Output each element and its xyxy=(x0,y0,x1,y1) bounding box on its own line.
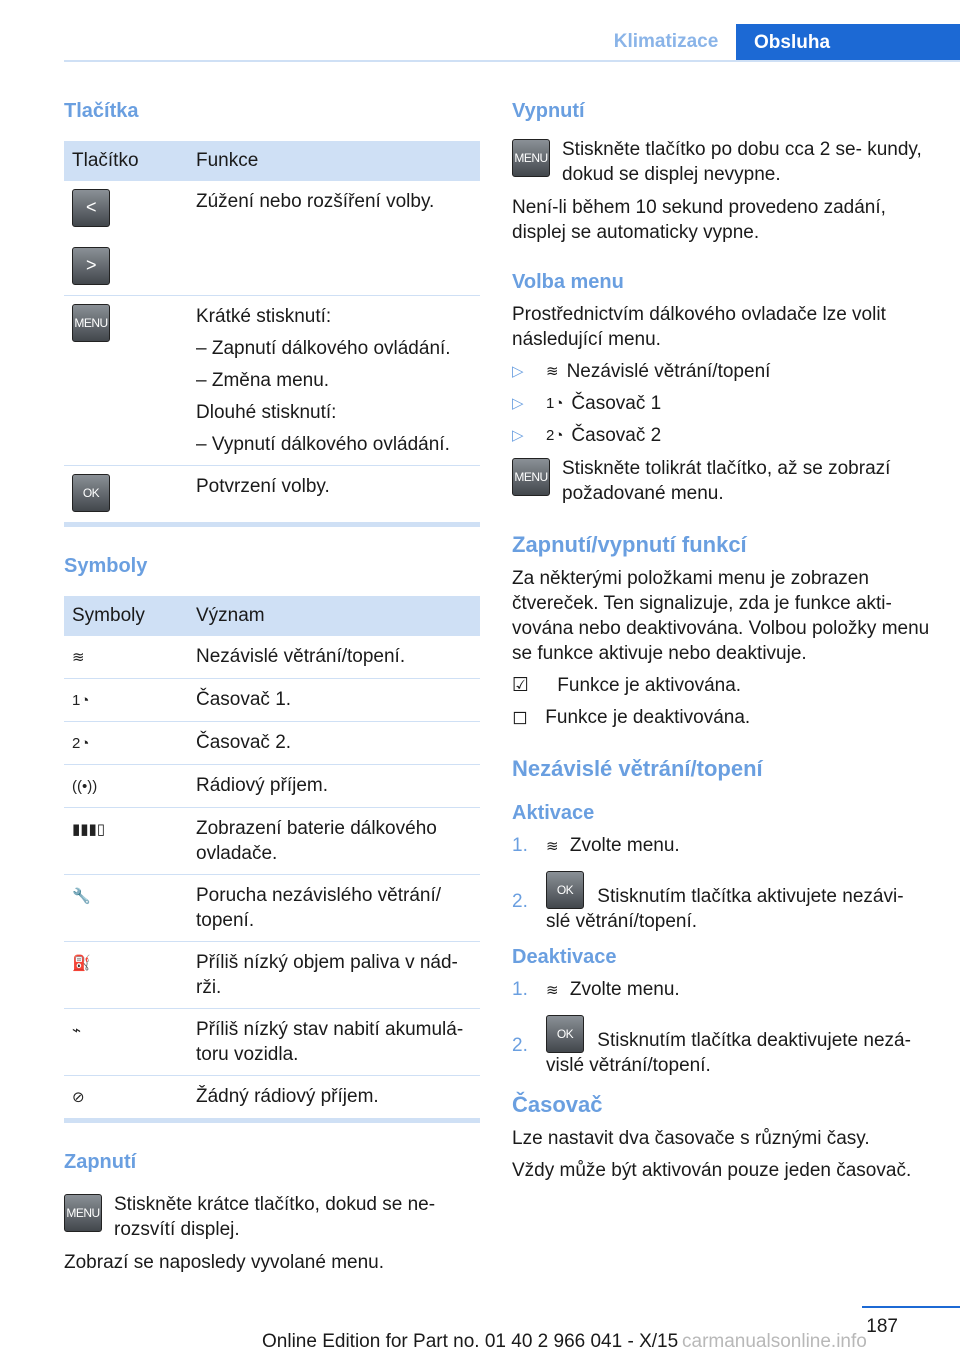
table-row xyxy=(64,1076,480,1121)
left-column xyxy=(64,100,480,1282)
menu-button-icon: MENU xyxy=(512,139,550,177)
step-text: Zvolte menu. xyxy=(569,979,680,1000)
function-off-line xyxy=(512,705,932,730)
checkbox-checked-icon: ☑ xyxy=(512,675,530,696)
table-cell: Příliš nízký stav nabití akumulá- toru vozidla. xyxy=(188,1009,480,1076)
table-row xyxy=(64,942,480,1009)
table-row xyxy=(64,875,480,942)
off-heading: Vypnutí xyxy=(512,100,585,122)
list-item xyxy=(512,871,932,934)
function-on-line xyxy=(512,673,932,698)
timer-heading: Časovač xyxy=(512,1092,603,1117)
table-cell xyxy=(64,765,188,808)
table-cell: Zobrazení baterie dálkového ovladače. xyxy=(188,808,480,875)
ok-button-icon: OK xyxy=(546,871,584,909)
list-item-label: Nezávislé větrání/topení xyxy=(566,361,771,382)
table-row xyxy=(64,466,480,525)
table-cell xyxy=(188,296,480,466)
right-column xyxy=(512,100,932,1190)
menu-instruction-text: Stiskněte tolikrát tlačítko, až se zobrazí požadované menu. xyxy=(562,458,891,504)
timer1-icon: 1◔ xyxy=(546,395,564,412)
on-text: Zobrazí se naposledy vyvolané menu. xyxy=(64,1252,385,1273)
step-text: Stisknutím tlačítka deaktivujete nezá- vislé větrání/topení. xyxy=(546,1030,911,1076)
table-cell xyxy=(64,181,188,296)
header-rule xyxy=(64,60,960,62)
table-row xyxy=(64,808,480,875)
cell-text: – Změna menu. xyxy=(196,370,330,391)
list-item-label: Časovač 1 xyxy=(571,393,662,414)
function-on-text: Funkce je aktivována. xyxy=(557,675,742,696)
table-cell: Časovač 2. xyxy=(188,722,480,765)
list-item xyxy=(512,833,932,859)
table-header-cell: Funkce xyxy=(188,141,480,181)
symbols-table xyxy=(64,596,480,1123)
heater-icon: ≋ xyxy=(546,363,559,380)
heater-icon: ≋ xyxy=(72,649,85,666)
step-text: Zvolte menu. xyxy=(569,835,680,856)
checkbox-empty-icon: ◻ xyxy=(512,707,528,728)
menu-heading: Volba menu xyxy=(512,271,624,293)
menu-button-icon: MENU xyxy=(64,1194,102,1232)
step-number: 2. xyxy=(512,891,528,912)
table-cell xyxy=(64,679,188,722)
table-row xyxy=(64,181,480,296)
cell-text: Potvrzení volby. xyxy=(196,476,330,497)
table-cell xyxy=(64,466,188,525)
off-instruction-text: Stiskněte tlačítko po dobu cca 2 se- kundy, dokud se displej nevypne. xyxy=(562,139,922,185)
menu-button-icon: MENU xyxy=(72,304,110,342)
watermark: carmanualsonline.info xyxy=(682,1331,867,1352)
left-arrow-button-icon: < xyxy=(72,189,110,227)
cell-text: – Zapnutí dálkového ovládání. xyxy=(196,338,451,359)
edition-text: Online Edition for Part no. 01 40 2 966 041 - X/15 xyxy=(262,1331,679,1352)
footer-rule xyxy=(862,1306,960,1308)
cell-text: Dlouhé stisknutí: xyxy=(196,402,337,423)
list-item xyxy=(512,977,932,1003)
off-text: Není-li během 10 sekund provedeno zadání, displej se automaticky vypne. xyxy=(512,197,886,243)
step-number: 1. xyxy=(512,979,528,1000)
table-cell: Porucha nezávislého větrání/ topení. xyxy=(188,875,480,942)
table-header-cell: Tlačítko xyxy=(64,141,188,181)
list-item xyxy=(512,391,932,416)
timer-text-1: Lze nastavit dva časovače s různými časy. xyxy=(512,1128,870,1149)
cell-text: – Vypnutí dálkového ovládání. xyxy=(196,434,450,455)
function-heading: Zapnutí/vypnutí funkcí xyxy=(512,532,747,557)
no-signal-icon: ⊘ xyxy=(72,1089,85,1106)
cell-text: Krátké stisknutí: xyxy=(196,306,332,327)
list-item xyxy=(512,1015,932,1078)
menu-button-icon: MENU xyxy=(512,458,550,496)
table-row xyxy=(64,679,480,722)
table-cell xyxy=(64,808,188,875)
table-cell xyxy=(64,722,188,765)
bullet-triangle-icon: ▷ xyxy=(512,427,524,444)
table-cell: Časovač 1. xyxy=(188,679,480,722)
fuel-icon: ⛽ xyxy=(72,955,91,972)
on-instruction-text: Stiskněte krátce tlačítko, dokud se ne- rozsvítí displej. xyxy=(114,1194,436,1240)
table-cell xyxy=(64,636,188,679)
bullet-triangle-icon: ▷ xyxy=(512,363,524,380)
activation-steps xyxy=(512,833,932,934)
menu-intro: Prostřednictvím dálkového ovladače lze volit následující menu. xyxy=(512,304,886,350)
buttons-table xyxy=(64,141,480,527)
activation-heading: Aktivace xyxy=(512,802,595,824)
timer1-icon: 1◔ xyxy=(72,692,90,709)
table-cell: Nezávislé větrání/topení. xyxy=(196,646,406,667)
function-text: Za některými položkami menu je zobrazen čtvereček. Ten signalizuje, zda je funkce akti- vována nebo deaktivována. Volbou položky menu se funkce aktivuje nebo deaktivuje. xyxy=(512,568,930,664)
wrench-icon: 🔧 xyxy=(72,888,91,905)
list-item xyxy=(512,359,932,384)
table-row xyxy=(64,765,480,808)
table-cell xyxy=(64,875,188,942)
table-row xyxy=(64,722,480,765)
table-header-row xyxy=(64,141,480,181)
ok-button-icon: OK xyxy=(72,474,110,512)
step-number: 2. xyxy=(512,1035,528,1056)
car-battery-icon: ⌁ xyxy=(72,1022,82,1039)
page-number: 187 xyxy=(866,1316,898,1337)
timer2-icon: 2◔ xyxy=(546,427,564,444)
timer2-icon: 2◔ xyxy=(72,735,90,752)
bullet-triangle-icon: ▷ xyxy=(512,395,524,412)
table-cell: Rádiový příjem. xyxy=(188,765,480,808)
heater-icon: ≋ xyxy=(546,838,559,855)
on-heading: Zapnutí xyxy=(64,1151,137,1173)
table-header-cell: Význam xyxy=(188,596,480,636)
table-cell xyxy=(188,181,480,296)
table-header-cell: Symboly xyxy=(64,596,188,636)
table-cell xyxy=(64,296,188,466)
step-text: Stisknutím tlačítka aktivujete nezávi- slé větrání/topení. xyxy=(546,886,904,932)
right-arrow-button-icon: > xyxy=(72,247,110,285)
list-item-label: Časovač 2 xyxy=(571,425,662,446)
table-cell xyxy=(188,466,480,525)
step-number: 1. xyxy=(512,835,528,856)
ok-button-icon: OK xyxy=(546,1015,584,1053)
heater-icon: ≋ xyxy=(546,982,559,999)
timer-text-2: Vždy může být aktivován pouze jeden časovač. xyxy=(512,1160,912,1181)
heater-heading: Nezávislé větrání/topení xyxy=(512,756,763,781)
off-instruction xyxy=(512,137,932,187)
tab-klimatizace[interactable]: Klimatizace xyxy=(613,31,719,52)
table-row xyxy=(64,636,480,679)
deactivation-steps xyxy=(512,977,932,1078)
menu-instruction xyxy=(512,456,932,506)
table-cell xyxy=(64,942,188,1009)
radio-signal-icon: ((•)) xyxy=(72,778,98,795)
tab-obsluha[interactable]: Obsluha xyxy=(736,24,960,62)
deactivation-heading: Deaktivace xyxy=(512,946,617,968)
function-off-text: Funkce je deaktivována. xyxy=(545,707,751,728)
table-cell: Žádný rádiový příjem. xyxy=(188,1076,480,1121)
table-cell: Příliš nízký objem paliva v nád- rži. xyxy=(188,942,480,1009)
table-cell xyxy=(64,1009,188,1076)
cell-text: Zúžení nebo rozšíření volby. xyxy=(196,191,435,212)
menu-list xyxy=(512,359,932,448)
on-instruction xyxy=(64,1192,480,1242)
list-item xyxy=(512,423,932,448)
table-row xyxy=(64,1009,480,1076)
table-cell xyxy=(64,1076,188,1121)
buttons-heading: Tlačítka xyxy=(64,100,139,122)
table-row xyxy=(64,296,480,466)
table-header-row xyxy=(64,596,480,636)
battery-icon: ▮▮▮▯ xyxy=(72,821,106,838)
symbols-heading: Symboly xyxy=(64,555,148,577)
